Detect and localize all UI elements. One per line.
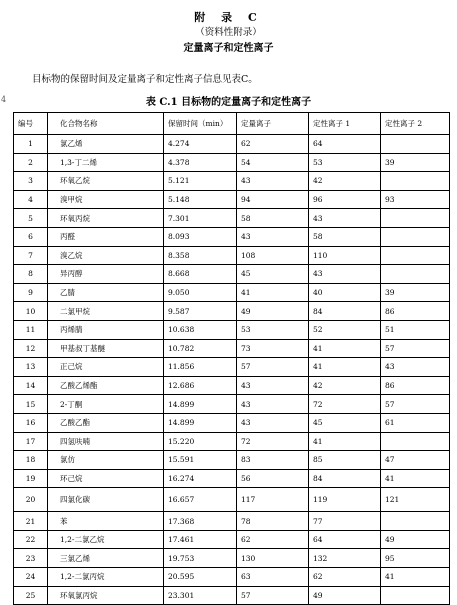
cell-quant-ion: 43 <box>237 172 309 191</box>
table-row <box>14 358 450 377</box>
cell-qual-ion-1: 40 <box>309 283 381 302</box>
cell-quant-ion: 130 <box>237 549 309 568</box>
cell-quant-ion: 63 <box>237 568 309 587</box>
cell-number: 9 <box>14 283 48 302</box>
table-row <box>14 586 450 605</box>
cell-number: 16 <box>14 413 48 432</box>
table-caption: 表 C.1 目标物的定量离子和定性离子 <box>145 97 312 108</box>
cell-compound-name: 环氧乙烷 <box>48 172 164 191</box>
appendix-heading: 定量离子和定性离子 <box>183 43 274 54</box>
cell-quant-ion: 43 <box>237 413 309 432</box>
cell-compound-name: 苯 <box>48 512 164 531</box>
cell-qual-ion-2 <box>381 265 450 284</box>
cell-retention-time: 19.753 <box>164 549 237 568</box>
cell-quant-ion: 45 <box>237 265 309 284</box>
appendix-title: 附 录 C <box>194 11 263 24</box>
cell-qual-ion-2 <box>381 135 450 154</box>
cell-quant-ion: 62 <box>237 530 309 549</box>
cell-qual-ion-1: 119 <box>309 488 381 512</box>
intro-paragraph: 目标物的保留时间及定量离子和定性离子信息见表C。 <box>32 74 258 85</box>
cell-retention-time: 10.782 <box>164 339 237 358</box>
cell-qual-ion-1: 64 <box>309 530 381 549</box>
table-row <box>14 209 450 228</box>
cell-quant-ion: 108 <box>237 246 309 265</box>
table-row <box>14 549 450 568</box>
cell-number: 3 <box>14 172 48 191</box>
cell-quant-ion: 94 <box>237 190 309 209</box>
cell-qual-ion-1: 77 <box>309 512 381 531</box>
table-row <box>14 512 450 531</box>
cell-number: 23 <box>14 549 48 568</box>
cell-qual-ion-2: 39 <box>381 283 450 302</box>
cell-number: 1 <box>14 135 48 154</box>
cell-quant-ion: 58 <box>237 209 309 228</box>
cell-compound-name: 乙腈 <box>48 283 164 302</box>
cell-qual-ion-1: 45 <box>309 413 381 432</box>
header-compound-name: 化合物名称 <box>48 113 164 135</box>
cell-retention-time: 5.148 <box>164 190 237 209</box>
table-row <box>14 451 450 470</box>
cell-retention-time: 17.368 <box>164 512 237 531</box>
cell-number: 11 <box>14 320 48 339</box>
table-row <box>14 135 450 154</box>
cell-qual-ion-1: 62 <box>309 568 381 587</box>
table-row <box>14 227 450 246</box>
cell-number: 6 <box>14 227 48 246</box>
cell-retention-time: 11.856 <box>164 358 237 377</box>
table-row <box>14 339 450 358</box>
cell-qual-ion-1: 72 <box>309 395 381 414</box>
header-qual-ion-2: 定性离子 2 <box>381 113 450 135</box>
cell-retention-time: 5.121 <box>164 172 237 191</box>
table-row <box>14 190 450 209</box>
cell-compound-name: 溴甲烷 <box>48 190 164 209</box>
cell-compound-name: 环氧丙烷 <box>48 209 164 228</box>
cell-qual-ion-1: 41 <box>309 339 381 358</box>
table-row <box>14 469 450 488</box>
cell-qual-ion-2: 47 <box>381 451 450 470</box>
cell-qual-ion-1: 52 <box>309 320 381 339</box>
table-row <box>14 153 450 172</box>
cell-retention-time: 10.638 <box>164 320 237 339</box>
cell-number: 22 <box>14 530 48 549</box>
cell-retention-time: 14.899 <box>164 413 237 432</box>
cell-retention-time: 9.587 <box>164 302 237 321</box>
header-quant-ion: 定量离子 <box>237 113 309 135</box>
cell-number: 21 <box>14 512 48 531</box>
cell-qual-ion-2: 57 <box>381 339 450 358</box>
cell-qual-ion-2: 121 <box>381 488 450 512</box>
cell-retention-time: 20.595 <box>164 568 237 587</box>
cell-retention-time: 8.358 <box>164 246 237 265</box>
cell-retention-time: 8.668 <box>164 265 237 284</box>
cell-retention-time: 16.274 <box>164 469 237 488</box>
cell-retention-time: 15.220 <box>164 432 237 451</box>
cell-qual-ion-1: 84 <box>309 302 381 321</box>
table-row <box>14 432 450 451</box>
cell-quant-ion: 72 <box>237 432 309 451</box>
cell-number: 17 <box>14 432 48 451</box>
cell-quant-ion: 43 <box>237 227 309 246</box>
cell-number: 8 <box>14 265 48 284</box>
cell-retention-time: 14.899 <box>164 395 237 414</box>
cell-number: 15 <box>14 395 48 414</box>
cell-quant-ion: 57 <box>237 358 309 377</box>
cell-qual-ion-2 <box>381 432 450 451</box>
table-row <box>14 302 450 321</box>
header-retention-time: 保留时间（min） <box>164 113 237 135</box>
cell-compound-name: 三氯乙烯 <box>48 549 164 568</box>
cell-retention-time: 16.657 <box>164 488 237 512</box>
cell-qual-ion-1: 41 <box>309 432 381 451</box>
cell-quant-ion: 43 <box>237 376 309 395</box>
cell-retention-time: 4.274 <box>164 135 237 154</box>
cell-qual-ion-1: 53 <box>309 153 381 172</box>
cell-quant-ion: 78 <box>237 512 309 531</box>
cell-qual-ion-2: 93 <box>381 190 450 209</box>
header-number: 编号 <box>14 113 48 135</box>
cell-compound-name: 乙酸乙烯酯 <box>48 376 164 395</box>
cell-quant-ion: 83 <box>237 451 309 470</box>
cell-compound-name: 1,2-二氯乙烷 <box>48 530 164 549</box>
table-row <box>14 320 450 339</box>
cell-qual-ion-1: 43 <box>309 265 381 284</box>
cell-qual-ion-1: 58 <box>309 227 381 246</box>
cell-number: 24 <box>14 568 48 587</box>
cell-qual-ion-1: 110 <box>309 246 381 265</box>
cell-compound-name: 溴乙烷 <box>48 246 164 265</box>
cell-number: 10 <box>14 302 48 321</box>
cell-quant-ion: 54 <box>237 153 309 172</box>
cell-retention-time: 17.461 <box>164 530 237 549</box>
cell-qual-ion-2 <box>381 512 450 531</box>
cell-qual-ion-1: 85 <box>309 451 381 470</box>
cell-retention-time: 15.591 <box>164 451 237 470</box>
cell-qual-ion-1: 41 <box>309 358 381 377</box>
cell-number: 12 <box>14 339 48 358</box>
cell-qual-ion-2: 95 <box>381 549 450 568</box>
cell-compound-name: 甲基叔丁基醚 <box>48 339 164 358</box>
cell-number: 7 <box>14 246 48 265</box>
cell-compound-name: 丙烯腈 <box>48 320 164 339</box>
cell-number: 25 <box>14 586 48 605</box>
cell-retention-time: 9.050 <box>164 283 237 302</box>
cell-quant-ion: 57 <box>237 586 309 605</box>
cell-retention-time: 4.378 <box>164 153 237 172</box>
cell-number: 20 <box>14 488 48 512</box>
cell-quant-ion: 43 <box>237 395 309 414</box>
cell-qual-ion-2 <box>381 172 450 191</box>
appendix-type: （资料性附录） <box>195 27 262 38</box>
cell-number: 19 <box>14 469 48 488</box>
cell-number: 18 <box>14 451 48 470</box>
table-header-row <box>14 113 450 135</box>
cell-number: 14 <box>14 376 48 395</box>
table-row <box>14 395 450 414</box>
cell-quant-ion: 41 <box>237 283 309 302</box>
table-row <box>14 283 450 302</box>
header-qual-ion-1: 定性离子 1 <box>309 113 381 135</box>
cell-compound-name: 2-丁酮 <box>48 395 164 414</box>
cell-qual-ion-2: 61 <box>381 413 450 432</box>
cell-quant-ion: 49 <box>237 302 309 321</box>
cell-compound-name: 异丙醇 <box>48 265 164 284</box>
cell-qual-ion-1: 64 <box>309 135 381 154</box>
cell-qual-ion-2: 39 <box>381 153 450 172</box>
cell-qual-ion-2: 41 <box>381 469 450 488</box>
cell-compound-name: 环己烷 <box>48 469 164 488</box>
cell-qual-ion-2: 43 <box>381 358 450 377</box>
cell-compound-name: 乙酸乙酯 <box>48 413 164 432</box>
table-row <box>14 530 450 549</box>
compound-table <box>13 112 450 605</box>
cell-quant-ion: 56 <box>237 469 309 488</box>
cell-number: 2 <box>14 153 48 172</box>
cell-compound-name: 四氢呋喃 <box>48 432 164 451</box>
cell-quant-ion: 117 <box>237 488 309 512</box>
cell-quant-ion: 53 <box>237 320 309 339</box>
cell-retention-time: 23.301 <box>164 586 237 605</box>
cell-qual-ion-1: 42 <box>309 376 381 395</box>
cell-qual-ion-1: 43 <box>309 209 381 228</box>
cell-retention-time: 8.093 <box>164 227 237 246</box>
table-row <box>14 265 450 284</box>
cell-qual-ion-2: 57 <box>381 395 450 414</box>
cell-compound-name: 氯乙烯 <box>48 135 164 154</box>
cell-compound-name: 二氯甲烷 <box>48 302 164 321</box>
cell-compound-name: 环氧氯丙烷 <box>48 586 164 605</box>
cell-compound-name: 1,2-二氯丙烷 <box>48 568 164 587</box>
cell-retention-time: 7.301 <box>164 209 237 228</box>
cell-number: 5 <box>14 209 48 228</box>
table-row <box>14 568 450 587</box>
cell-qual-ion-2: 41 <box>381 568 450 587</box>
cell-qual-ion-1: 84 <box>309 469 381 488</box>
cell-compound-name: 正己烷 <box>48 358 164 377</box>
table-row <box>14 376 450 395</box>
cell-qual-ion-1: 132 <box>309 549 381 568</box>
cell-qual-ion-2: 86 <box>381 302 450 321</box>
cell-number: 13 <box>14 358 48 377</box>
cell-compound-name: 氯仿 <box>48 451 164 470</box>
cell-qual-ion-1: 42 <box>309 172 381 191</box>
cell-quant-ion: 62 <box>237 135 309 154</box>
cell-qual-ion-2: 49 <box>381 530 450 549</box>
cell-compound-name: 丙醛 <box>48 227 164 246</box>
cell-quant-ion: 73 <box>237 339 309 358</box>
left-margin-marker: 4 <box>1 95 7 104</box>
cell-qual-ion-1: 96 <box>309 190 381 209</box>
cell-qual-ion-2: 51 <box>381 320 450 339</box>
cell-qual-ion-2: 86 <box>381 376 450 395</box>
cell-compound-name: 1,3-丁二烯 <box>48 153 164 172</box>
cell-number: 4 <box>14 190 48 209</box>
cell-qual-ion-1: 49 <box>309 586 381 605</box>
cell-compound-name: 四氯化碳 <box>48 488 164 512</box>
cell-qual-ion-2 <box>381 209 450 228</box>
cell-qual-ion-2 <box>381 586 450 605</box>
table-row <box>14 172 450 191</box>
table-row <box>14 246 450 265</box>
cell-qual-ion-2 <box>381 246 450 265</box>
cell-retention-time: 12.686 <box>164 376 237 395</box>
table-row <box>14 413 450 432</box>
cell-qual-ion-2 <box>381 227 450 246</box>
table-row <box>14 488 450 512</box>
